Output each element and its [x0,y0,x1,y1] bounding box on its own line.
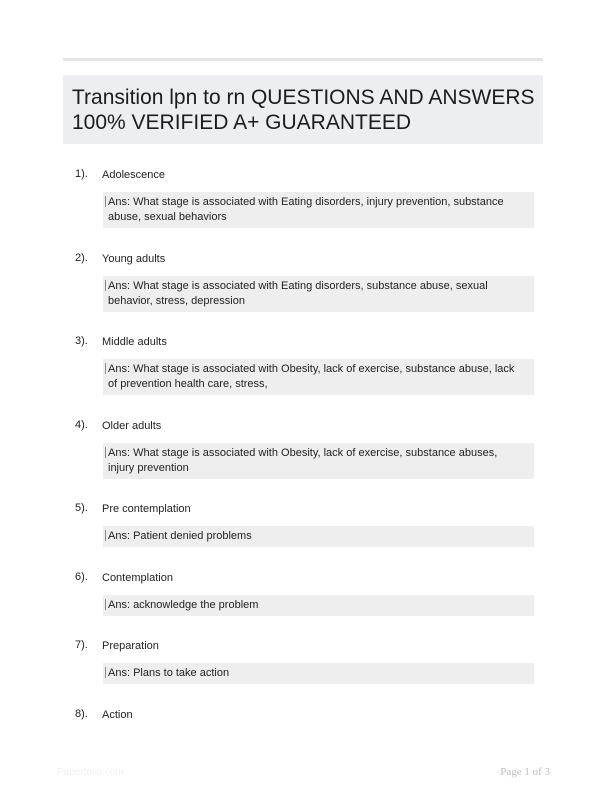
footer-watermark: Paperfolio.com [57,767,124,778]
question-term: Action [102,709,133,721]
question-number: 7). [75,639,88,651]
question-number: 6). [75,571,88,583]
question-term: Preparation [102,640,159,652]
answer-accent-bar [105,667,106,678]
answer-text: Ans: What stage is associated with Eating disorders, substance abuse, sexual behavior, stress, depression [108,280,488,307]
document-title-line-1: Transition lpn to rn QUESTIONS AND ANSWERS [72,86,535,109]
answer-box [103,276,534,312]
answer-accent-bar [105,196,106,207]
page-indicator: Page 1 of 3 [500,766,550,778]
question-term: Middle adults [102,336,167,348]
answer-text: Ans: What stage is associated with Obesity, lack of exercise, substance abuses, injury prevention [108,447,498,474]
document-title-box [63,75,543,144]
answer-text: Ans: What stage is associated with Obesity, lack of exercise, substance abuse, lack of prevention health care, stress, [108,363,515,390]
answer-box [103,595,534,616]
question-number: 3). [75,335,88,347]
answer-accent-bar [105,363,106,374]
answer-accent-bar [105,530,106,541]
question-term: Adolescence [102,169,165,181]
question-number: 1). [75,168,88,180]
question-term: Young adults [102,253,166,265]
answer-box [103,359,534,395]
document-title-line-2: 100% VERIFIED A+ GUARANTEED [72,111,412,134]
question-term: Pre contemplation [102,503,191,515]
answer-box [103,663,534,684]
answer-text: Ans: Plans to take action [108,667,230,679]
answer-accent-bar [105,447,106,458]
header-divider [63,58,543,61]
answer-box [103,443,534,479]
question-number: 4). [75,419,88,431]
answer-accent-bar [105,280,106,291]
answer-text: Ans: acknowledge the problem [108,599,259,611]
answer-box [103,526,534,547]
question-number: 8). [75,708,88,720]
question-term: Contemplation [102,572,173,584]
answer-text: Ans: Patient denied problems [108,530,252,542]
answer-box [103,192,534,228]
answer-accent-bar [105,599,106,610]
question-term: Older adults [102,420,162,432]
question-number: 5). [75,502,88,514]
question-number: 2). [75,252,88,264]
answer-text: Ans: What stage is associated with Eating disorders, injury prevention, substance abuse, sexual behaviors [108,196,504,223]
